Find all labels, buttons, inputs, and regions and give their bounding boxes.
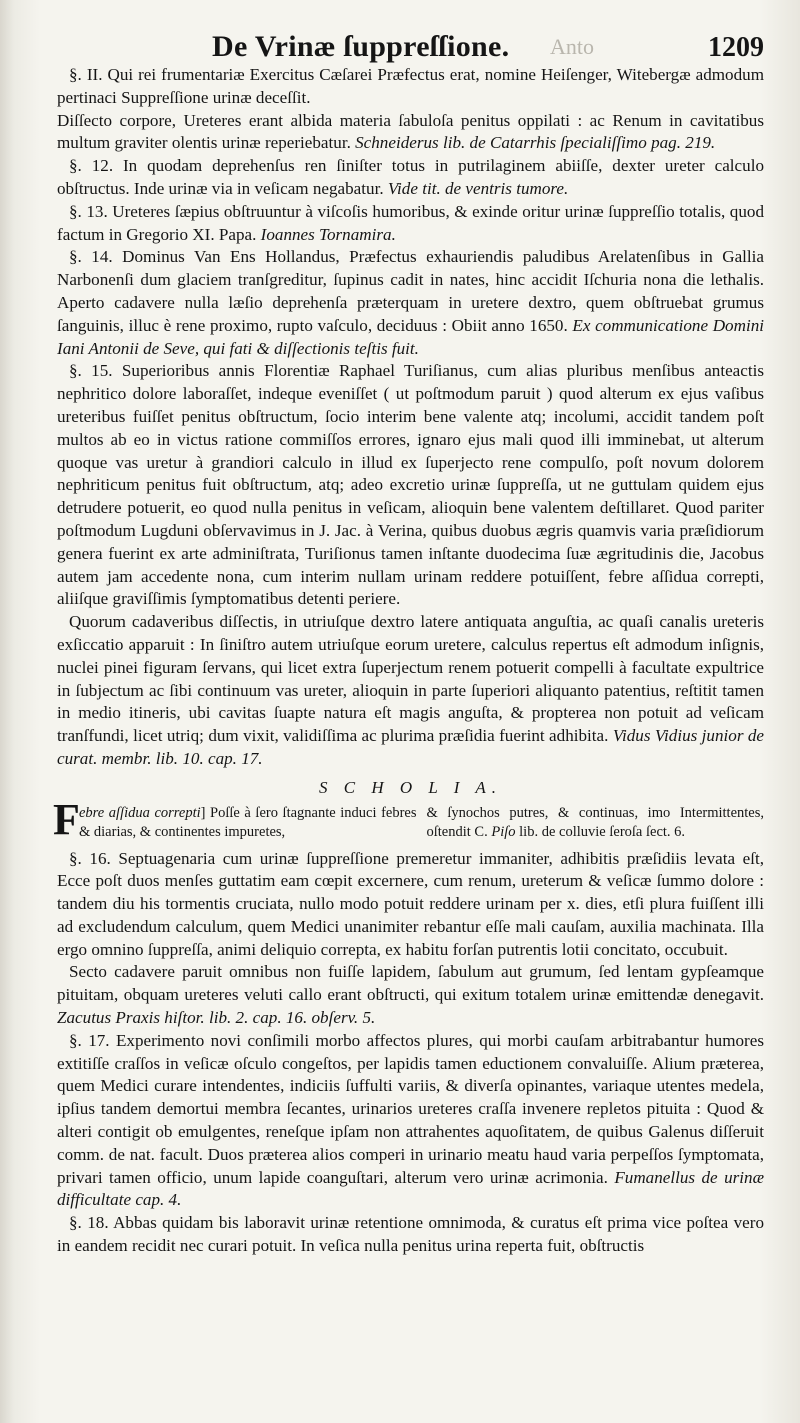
citation: Vidus Vidius junior de curat. membr. lib. 10. cap. 17.	[57, 726, 765, 768]
citation: Schneiderus lib. de Catarrhis ſpecialiſſimo pag. 219.	[355, 133, 716, 153]
paragraph-s16-dissection: Secto cadavere paruit omnibus non fuiſſe lapidem, ſabulum aut grumum, ſed lentam gypſeamque pituitam, obquam ureteres veluti callo erant obſtructi, qui exitum totalem urinæ emittendæ denegavit. Zacutus Praxis hiſtor. lib. 2. cap. 16. obſerv. 5.	[57, 962, 764, 1028]
citation: Zacutus Praxis hiſtor. lib. 2. cap. 16. obſerv. 5.	[57, 1008, 376, 1028]
citation: Fumanellus de urinæ difficultate cap. 4.	[57, 1167, 764, 1210]
scholion-left-column: F ebre aſſidua correpti] Poſſe à ſero ſtagnante induci febres & diarias, & continentes impuretes,	[53, 794, 417, 844]
paragraph-s11-dissection: Diſſecto corpore, Ureteres erant albida materia ſabuloſa penitus oppilati : ac Renum in cavitatibus multum graviter olentis urinæ reperiebatur. Schneiderus lib. de Catarrhis ſpecialiſſimo pag. 219.	[57, 110, 764, 153]
citation: Ioannes Tornamira.	[260, 224, 396, 244]
paragraph-s11: §. II. Qui rei frumentariæ Exercitus Cæſarei Præfectus erat, nomine Heiſenger, Witebergæ admodum pertinaci Suppreſſione urinæ deceſſit.	[57, 65, 764, 107]
paragraph-s17: §. 17. Experimento novi conſimili morbo affectos plures, qui morbi cauſam arbitrabantur humores extitiſſe craſſos in veſicæ oſculo congeſtos, per lapidis tamen eductionem convaluiſſe. Alium præterea, quem Medici curare intendentes, indiciis ſuffulti variis, & diverſa opinantes, variaque utentes medela, ipſius tandem demortui membra ſecantes, urinarios ureteres craſſa invenere repletos pituita : Quod & alteri contigit ob emulgentes, reneſque ipſam non attrahentes aquoſitatem, de quibus Galenus diſſeruit comm. de nat. facult. Duos præterea alios comperi in urinario meatu haud varia perpeſſos ſymptomata, privari tamen officio, unum lapide coanguſtari, alterum vero urinæ acrimonia. Fumanellus de urinæ difficultate cap. 4.	[57, 1030, 764, 1210]
paragraph-s15: §. 15. Superioribus annis Florentiæ Raphael Turiſianus, cum alias pluribus menſibus anteactis nephritico dolore laboraſſet, indeque eveniſſet ( ut poſtmodum paruit ) quod alterum ex ejus vaſibus ureteribus fuiſſet penitus obſtructum, ſocio interim bene valente atq; incolumi, accidit tandem poſt multos ab eo in victus ratione commiſſos errores, ignaro ejus mali quod illi imminebat, ut alterum quoque vas uretur à grandiori calculo in illud ex ſuperjecto rene compulſo, poſt novum dolorem nephriticum penitus fuit obſtructum, atq; adeo excretio urinæ ſuppreſſa, ut ne guttulam quidem ejus detrudere potuerit, eo quod nulla penitus in veſicam, alioquin bene valentem deſtillaret. Quod pariter poſtmodum Lugduni obſervavimus in J. Jac. à Verina, quibus duobus ægris quamvis varia præſidiorum genera fuerint ex arte adminiſtrata, Turiſionus tamen inſtante duodecima ſuæ ægritudinis die, Jacobus autem jam accedente nona, cum interim nullam urinam reddere potuiſſent, febre aſſidua correpti, aliiſque graviſſimis ſymptomatibus detenti periere.	[57, 361, 764, 609]
paragraph-s15-dissection: Quorum cadaveribus diſſectis, in utriuſque dextro latere antiquata anguſtia, ac quaſi canalis ureteris exſiccatio apparuit : In ſiniſtro autem utriuſque eorum uretere, calculus repertus eſt admodum inſignis, nuclei pinei figuram ſervans, qui licet extra ſuperjectum renem potuerit compelli à facultate expultrice in ſubjectum ac ſibi continuum vas ureter, alioquin in parte ſuperiori aliquanto patentius, reſtitit tamen in medio itineris, ubi cavitas ſuapte natura eſt magis anguſta, & propterea non potuit ad veſicam tranſfundi, licet utriq; dum vixit, validiſſima ac plurima præſidia fuerint adhibita. Vidus Vidius junior de curat. membr. lib. 10. cap. 17.	[57, 612, 765, 768]
page-number: 1209	[708, 32, 764, 63]
running-title: De Vrinæ ſuppreſſione.	[212, 30, 510, 63]
paragraph-s12: §. 12. In quodam deprehenſus ren ſiniſter totus in putrilaginem abiiſſe, dexter ureter calculo obſtructus. Inde urinæ via in veſicam negabatur. Vide tit. de ventris tumore.	[57, 156, 764, 198]
scholia-heading: S C H O L I A.	[318, 777, 503, 797]
paragraph-s18: §. 18. Abbas quidam bis laboravit urinæ retentione omnimoda, & curatus eſt prima vice poſtea vero in eandem recidit nec curari potuit. In veſica nulla penitus urina reperta fuit, obſtructis	[57, 1213, 764, 1256]
main-text	[53, 64, 765, 1258]
paragraph-s14: §. 14. Dominus Van Ens Hollandus, Præfectus exhauriendis paludibus Arelatenſibus in Gallia Narbonenſi dum glaciem tranſgreditur, ſupinus cadit in nates, hinc accidit Iſchuria nona die lethalis. Aperto cadavere nulla læſio deprehenſa præterquam in uretere dextro, quem obſtruebat grumus ſanguinis, illuc è rene proximo, rupto vaſculo, deciduus : Obiit anno 1650. Ex communicatione Domini Iani Antonii de Seve, qui fati & diſſectionis teſtis fuit.	[57, 247, 764, 358]
citation: Ex communicatione Domini Iani Antonii de Seve, qui fati & diſſectionis teſtis fuit.	[57, 315, 764, 358]
drop-cap: F	[53, 794, 80, 844]
scholion-right-column: & ſynochos putres, & continuas, imo Intermittentes, oſtendit C. Piſo lib. de colluvie ſeroſa ſect. 6.	[426, 804, 764, 840]
bleed-through-text: Anto	[550, 34, 594, 59]
paragraph-s16: §. 16. Septuagenaria cum urinæ ſuppreſſione premeretur immaniter, adhibitis præſidiis levata eſt, Ecce poſt duos menſes guttatim eam cœpit excernere, cum renum, ureterum & veſicæ ſummo dolore : tandem diu his tormentis cruciata, nullo modo potuit reddere urinam per x. dies, etſi plura fuiſſent illi ad excludendum calculum, quem Medici unanimiter rebantur eſſe mali cauſam, auxilia machinata. Illa ergo omnino ſuppreſſa, animi deliquio correpta, ex habitu forſan putrentis lotii concitato, occubuit.	[57, 848, 764, 959]
citation: Vide tit. de ventris tumore.	[387, 178, 569, 198]
paragraph-s13: §. 13. Ureteres ſæpius obſtruuntur à viſcoſis humoribus, & exinde oritur urinæ ſuppreſſio totalis, quod factum in Gregorio XI. Papa. Ioannes Tornamira.	[57, 201, 764, 244]
scholion	[53, 794, 764, 844]
